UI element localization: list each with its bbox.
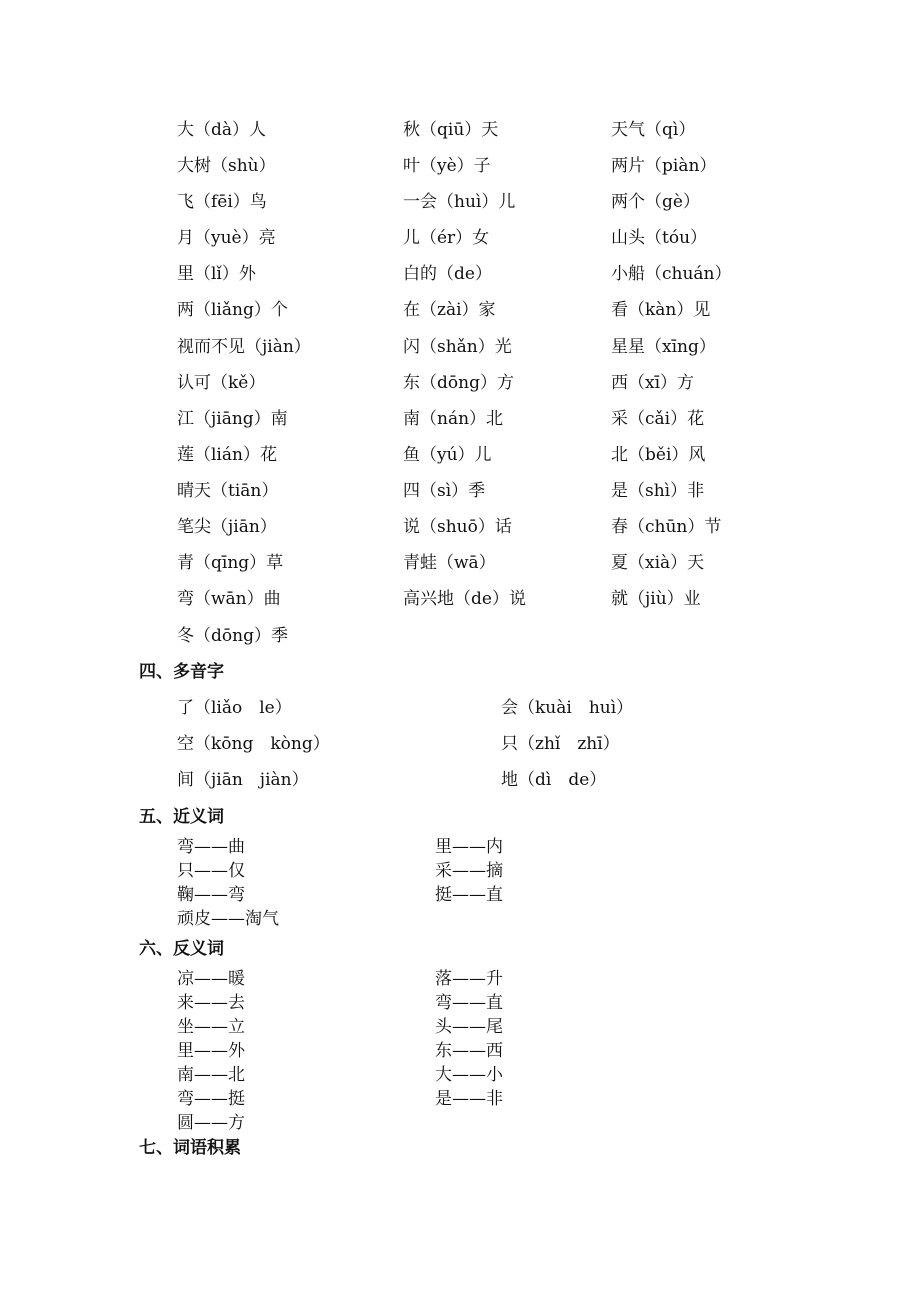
antonym-pair: 凉——暖 xyxy=(177,969,245,989)
antonym-pair: 头——尾 xyxy=(435,1017,503,1037)
synonym-pair: 里——内 xyxy=(435,837,503,857)
vocab-entry: 大（dà）人 xyxy=(177,120,267,140)
vocab-entry: 天气（qì） xyxy=(611,120,696,140)
vocab-entry: 儿（ér）女 xyxy=(403,228,490,248)
vocab-entry: 两个（gè） xyxy=(611,192,700,212)
antonym-pair: 里——外 xyxy=(177,1041,245,1061)
vocab-entry: 笔尖（jiān） xyxy=(177,517,277,537)
synonym-pair: 只——仅 xyxy=(177,861,245,881)
polyphone-item: 会（kuài huì） xyxy=(501,698,634,718)
vocab-entry: 鱼（yú）儿 xyxy=(403,445,492,465)
section-heading-antonyms: 六、反义词 xyxy=(139,939,224,959)
vocab-entry: 冬（dōng）季 xyxy=(177,626,288,646)
section-heading-polyphones: 四、多音字 xyxy=(139,662,224,682)
synonym-pair: 弯——曲 xyxy=(177,837,245,857)
antonym-pair: 落——升 xyxy=(435,969,503,989)
vocab-entry: 里（lǐ）外 xyxy=(177,264,256,284)
antonym-pair: 圆——方 xyxy=(177,1113,245,1133)
antonym-pair: 南——北 xyxy=(177,1065,245,1085)
vocab-entry: 两片（piàn） xyxy=(611,156,717,176)
vocab-entry: 晴天（tiān） xyxy=(177,481,279,501)
vocab-entry: 飞（fēi）鸟 xyxy=(177,192,267,212)
vocab-entry: 四（sì）季 xyxy=(403,481,486,501)
vocab-entry: 采（cǎi）花 xyxy=(611,409,705,429)
antonym-pair: 东——西 xyxy=(435,1041,503,1061)
vocab-entry: 白的（de） xyxy=(403,264,492,284)
section-heading-word-accumulation: 七、词语积累 xyxy=(139,1138,241,1158)
vocab-entry: 是（shì）非 xyxy=(611,481,705,501)
antonym-pair: 弯——直 xyxy=(435,993,503,1013)
vocab-entry: 小船（chuán） xyxy=(611,264,732,284)
vocab-entry: 月（yuè）亮 xyxy=(177,228,276,248)
vocab-entry: 大树（shù） xyxy=(177,156,276,176)
vocab-entry: 山头（tóu） xyxy=(611,228,708,248)
vocab-entry: 北（běi）风 xyxy=(611,445,706,465)
vocab-entry: 在（zài）家 xyxy=(403,300,496,320)
polyphone-item: 地（dì de） xyxy=(501,770,607,790)
vocab-entry: 两（liǎng）个 xyxy=(177,300,288,320)
vocab-entry: 视而不见（jiàn） xyxy=(177,337,311,357)
vocab-entry: 说（shuō）话 xyxy=(403,517,512,537)
vocab-entry: 西（xī）方 xyxy=(611,373,695,393)
vocab-entry: 青（qīng）草 xyxy=(177,553,284,573)
antonym-pair: 是——非 xyxy=(435,1089,503,1109)
synonym-pair: 鞠——弯 xyxy=(177,885,245,905)
vocab-entry: 看（kàn）见 xyxy=(611,300,711,320)
vocab-entry: 认可（kě） xyxy=(177,373,266,393)
vocab-entry: 春（chūn）节 xyxy=(611,517,722,537)
synonym-pair: 采——摘 xyxy=(435,861,503,881)
vocab-entry: 叶（yè）子 xyxy=(403,156,491,176)
antonym-pair: 大——小 xyxy=(435,1065,503,1085)
vocab-entry: 南（nán）北 xyxy=(403,409,504,429)
polyphone-item: 只（zhǐ zhī） xyxy=(501,734,620,754)
synonym-pair: 顽皮——淘气 xyxy=(177,909,279,929)
vocab-entry: 一会（huì）儿 xyxy=(403,192,516,212)
section-heading-synonyms: 五、近义词 xyxy=(139,807,224,827)
vocab-entry: 东（dōng）方 xyxy=(403,373,514,393)
vocab-entry: 莲（lián）花 xyxy=(177,445,277,465)
vocab-entry: 就（jiù）业 xyxy=(611,589,701,609)
vocab-entry: 江（jiāng）南 xyxy=(177,409,288,429)
antonym-pair: 坐——立 xyxy=(177,1017,245,1037)
polyphone-item: 间（jiān jiàn） xyxy=(177,770,309,790)
vocab-entry: 青蛙（wā） xyxy=(403,553,496,573)
vocab-entry: 秋（qiū）天 xyxy=(403,120,499,140)
vocab-entry: 星星（xīng） xyxy=(611,337,716,357)
antonym-pair: 弯——挺 xyxy=(177,1089,245,1109)
polyphone-item: 空（kōng kòng） xyxy=(177,734,330,754)
vocab-entry: 闪（shǎn）光 xyxy=(403,337,512,357)
vocab-entry: 高兴地（de）说 xyxy=(403,589,526,609)
vocab-entry: 夏（xià）天 xyxy=(611,553,705,573)
vocab-entry: 弯（wān）曲 xyxy=(177,589,281,609)
polyphone-item: 了（liǎo le） xyxy=(177,698,292,718)
synonym-pair: 挺——直 xyxy=(435,885,503,905)
antonym-pair: 来——去 xyxy=(177,993,245,1013)
